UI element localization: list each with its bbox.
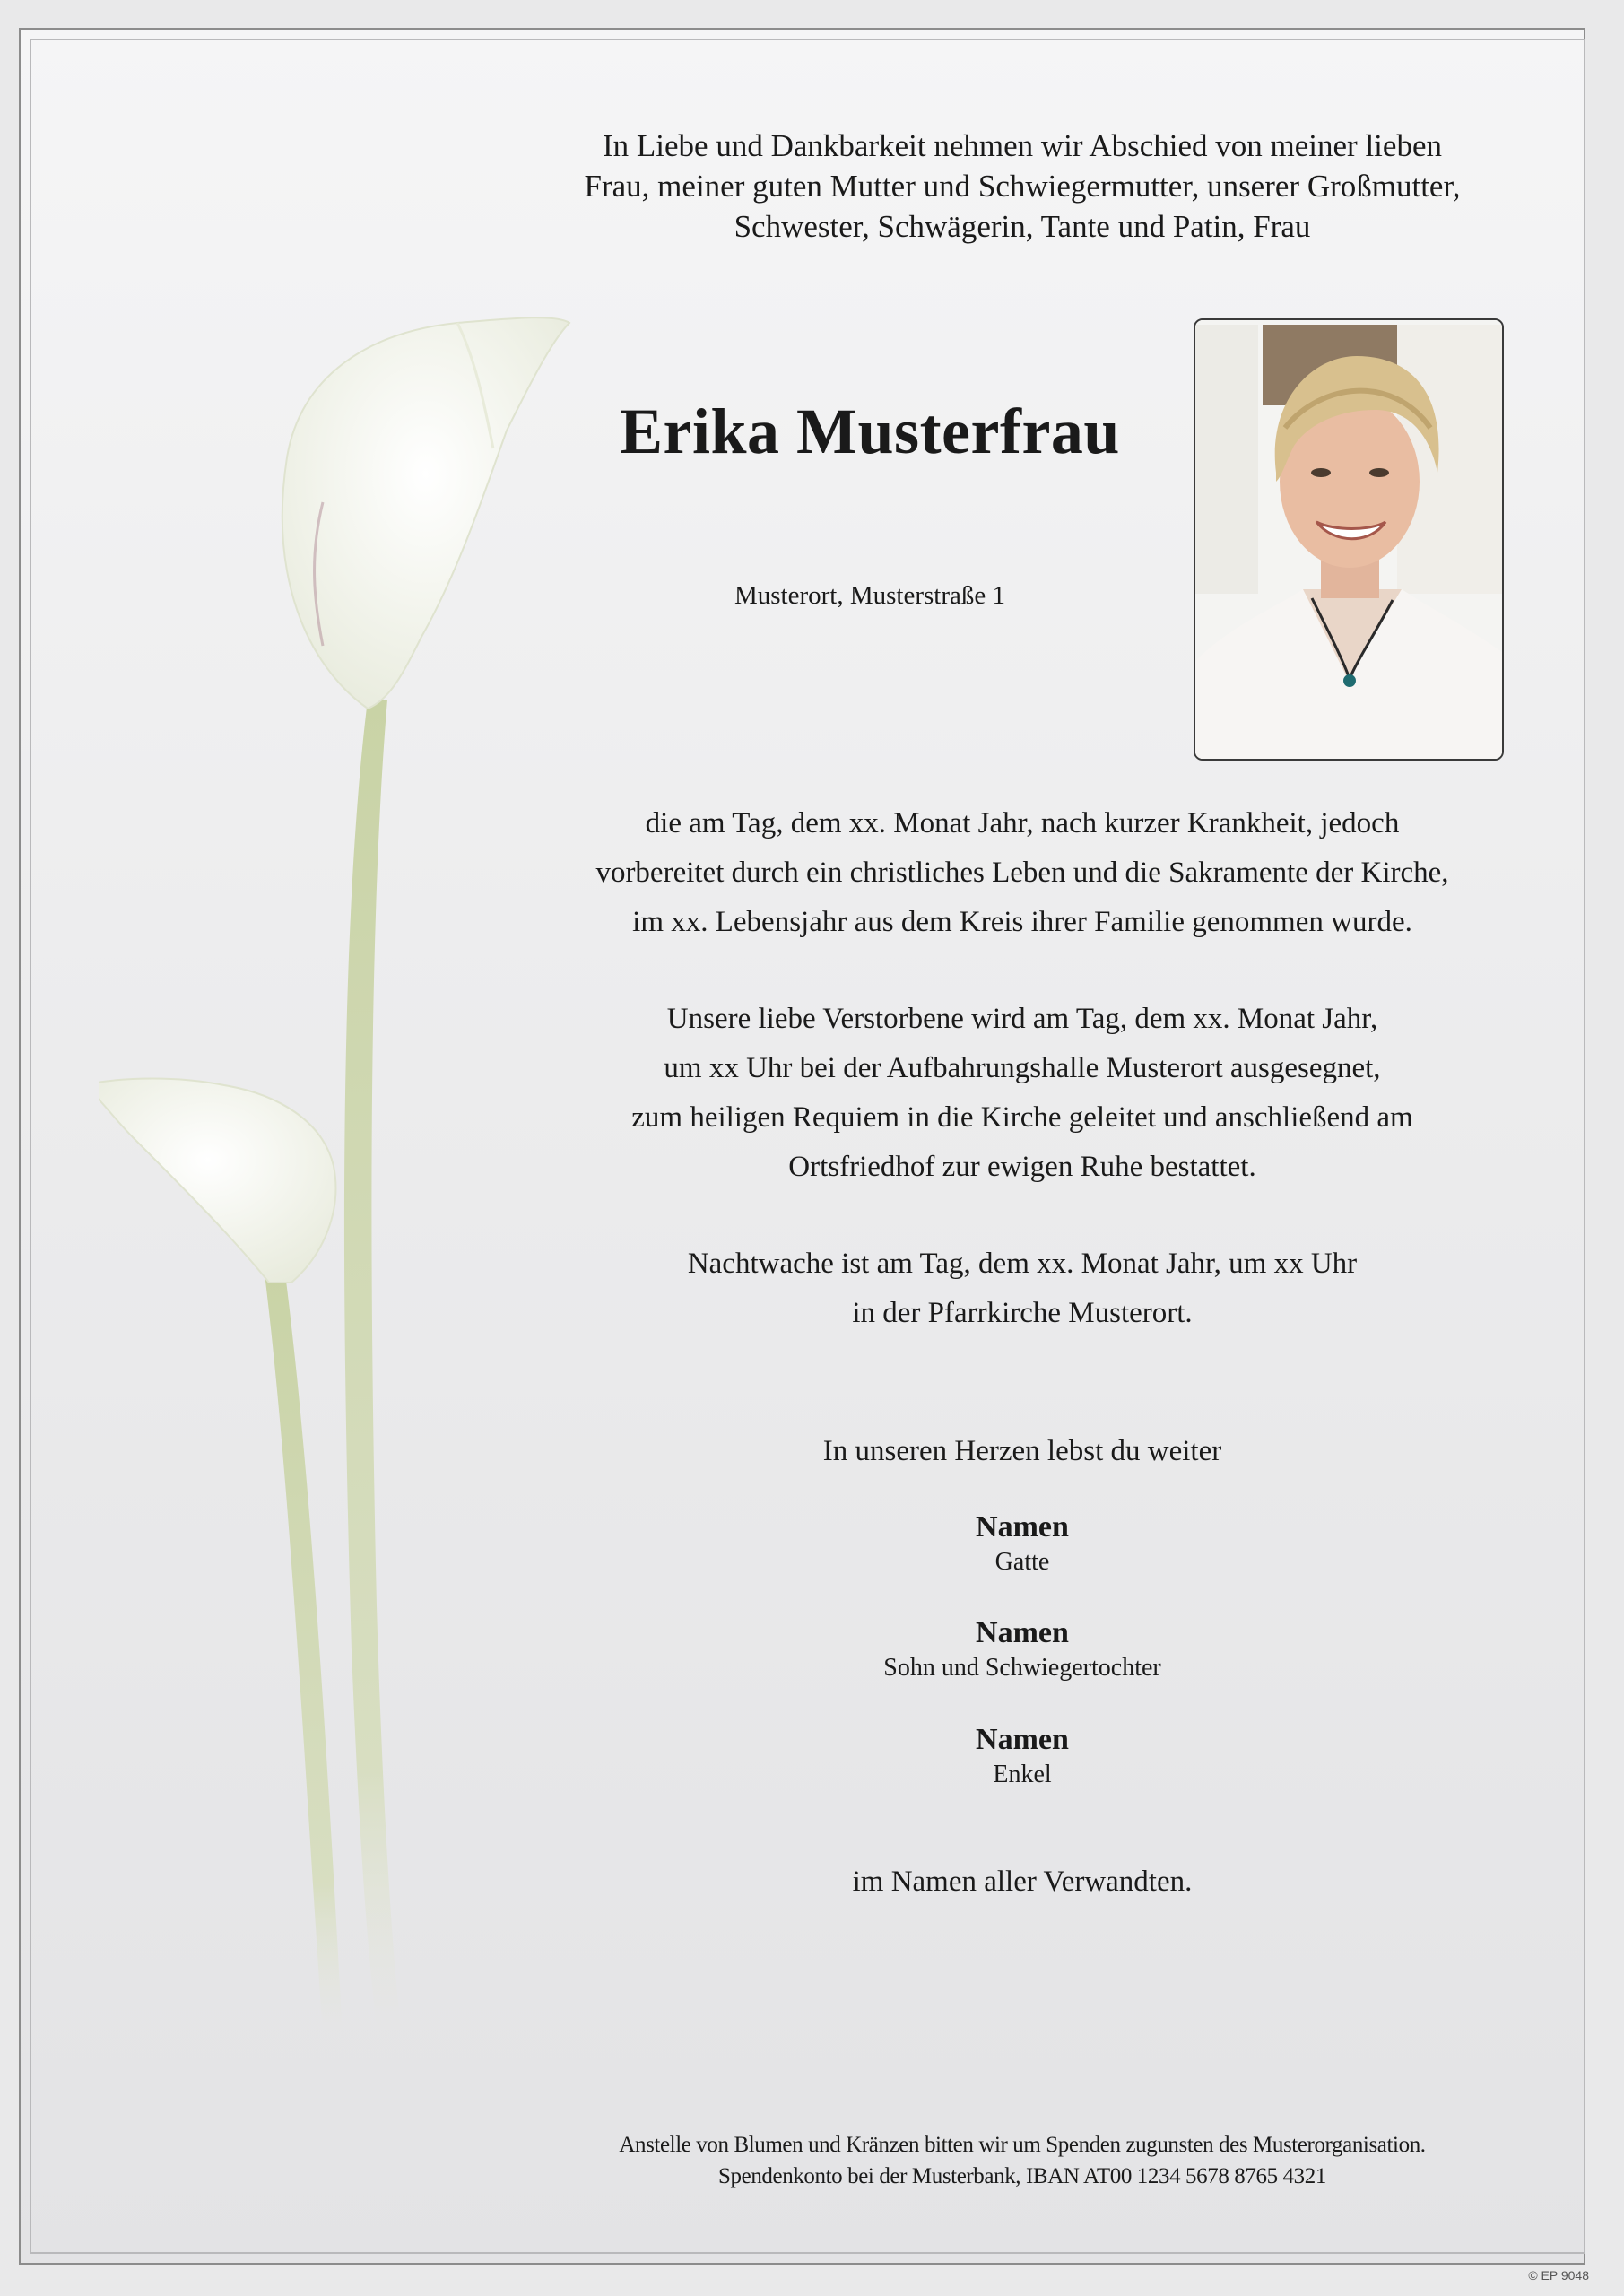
funeral-line: um xx Uhr bei der Aufbahrungshalle Musterort ausgesegnet, xyxy=(664,1052,1381,1084)
funeral-line: Unsere liebe Verstorbene wird am Tag, dem xx. Monat Jahr, xyxy=(666,1003,1378,1035)
closing-line: im Namen aller Verwandten. xyxy=(852,1866,1193,1898)
funeral-line: zum heiligen Requiem in die Kirche geleitet und anschließend am xyxy=(631,1101,1413,1134)
vigil-line: in der Pfarrkirche Musterort. xyxy=(852,1297,1193,1329)
intro-line: In Liebe und Dankbarkeit nehmen wir Abschied von meiner lieben xyxy=(603,128,1442,163)
lily-stem-short xyxy=(265,1274,343,2036)
product-code: © EP 9048 xyxy=(1528,2268,1589,2283)
mourner-name: Namen xyxy=(976,1723,1069,1756)
funeral-line: Ortsfriedhof zur ewigen Ruhe bestattet. xyxy=(788,1151,1256,1183)
vigil-paragraph xyxy=(529,1239,1515,1338)
portrait-photo xyxy=(1194,318,1504,761)
mourner-relation: Gatte xyxy=(994,1548,1050,1576)
mourner-entry xyxy=(529,1510,1515,1577)
mourner-relation: Enkel xyxy=(993,1761,1052,1788)
intro-line: Frau, meiner guten Mutter und Schwiegermutter, unserer Großmutter, xyxy=(584,169,1461,204)
passing-line: im xx. Lebensjahr aus dem Kreis ihrer Familie genommen wurde. xyxy=(632,906,1412,938)
mourner-name: Namen xyxy=(976,1616,1069,1649)
mourner-name: Namen xyxy=(976,1510,1069,1544)
portrait-image xyxy=(1195,320,1502,759)
passing-line: vorbereitet durch ein christliches Leben und die Sakramente der Kirche, xyxy=(595,857,1449,889)
lily-flower-tall xyxy=(282,317,569,709)
mourners-heading: In unseren Herzen lebst du weiter xyxy=(822,1435,1222,1467)
mourner-relation: Sohn und Schwiegertochter xyxy=(883,1654,1161,1682)
mourner-entry xyxy=(529,1723,1515,1789)
deceased-address: Musterort, Musterstraße 1 xyxy=(734,581,1006,610)
intro-text xyxy=(529,126,1515,247)
funeral-paragraph xyxy=(529,995,1515,1192)
vigil-line: Nachtwache ist am Tag, dem xx. Monat Jahr, um xx Uhr xyxy=(687,1248,1358,1280)
donation-note xyxy=(529,2129,1515,2192)
intro-line: Schwester, Schwägerin, Tante und Patin, Frau xyxy=(734,209,1311,244)
calla-lily-illustration xyxy=(99,305,601,2036)
lily-flower-short xyxy=(99,1079,335,1283)
mourner-entry xyxy=(529,1616,1515,1683)
donation-line: Anstelle von Blumen und Kränzen bitten wir um Spenden zugunsten des Musterorganisation. xyxy=(619,2133,1426,2157)
lily-stem-tall xyxy=(344,700,402,2036)
deceased-name: Erika Musterfrau xyxy=(620,396,1120,467)
donation-line: Spendenkonto bei der Musterbank, IBAN AT00 1234 5678 8765 4321 xyxy=(718,2164,1326,2188)
passing-line: die am Tag, dem xx. Monat Jahr, nach kurzer Krankheit, jedoch xyxy=(645,807,1400,839)
passing-paragraph xyxy=(529,799,1515,947)
